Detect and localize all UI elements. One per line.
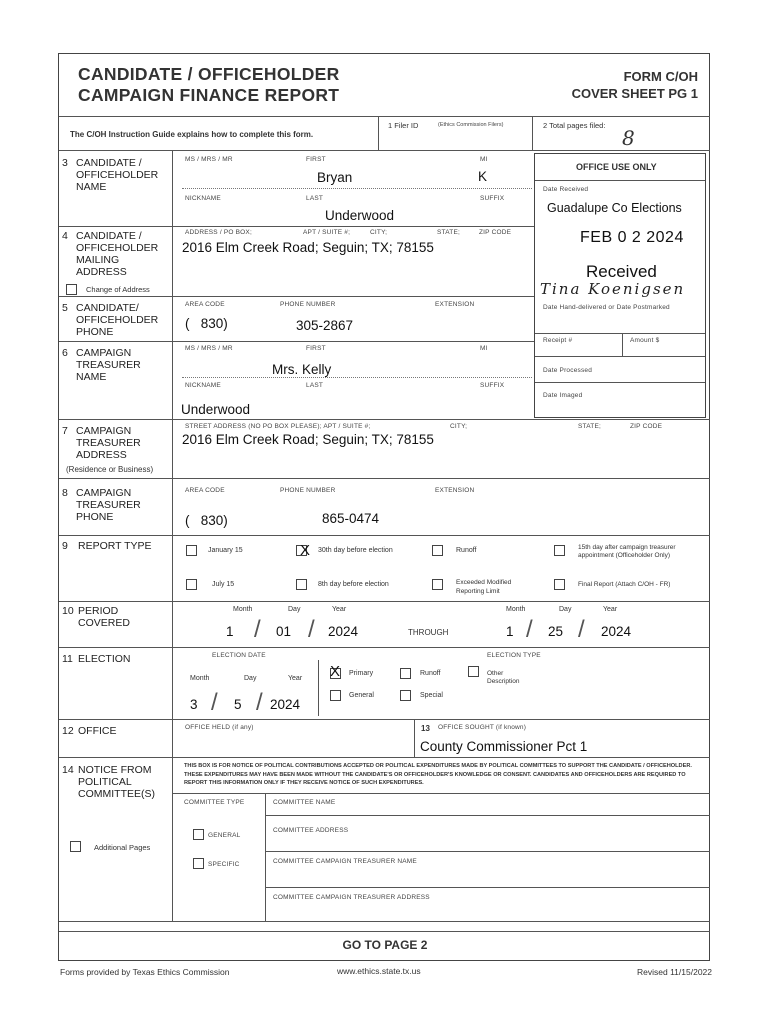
- election-other-label: Other Description: [487, 670, 520, 685]
- date-processed-label: Date Processed: [543, 367, 593, 374]
- section-7-title: CAMPAIGN TREASURER ADDRESS: [76, 425, 141, 461]
- caption-area-code: AREA CODE: [185, 487, 225, 494]
- caption-month: Month: [190, 675, 210, 682]
- hand-delivered-label: Date Hand-delivered or Date Postmarked: [543, 304, 670, 311]
- frame-left: [58, 53, 59, 961]
- clerk-signature: Tina Koenigsen: [540, 280, 686, 298]
- report-15day-label: 15th day after campaign treasurer appointment (Officeholder Only): [578, 544, 676, 559]
- caption-office-sought: OFFICE SOUGHT (if known): [438, 724, 527, 731]
- caption-day-to: Day: [559, 606, 572, 613]
- section-4-title: CANDIDATE / OFFICEHOLDER MAILING ADDRESS: [76, 230, 159, 278]
- section-12-number: 12: [62, 725, 74, 737]
- caption-day: Day: [244, 675, 257, 682]
- section-3-title: CANDIDATE / OFFICEHOLDER NAME: [76, 157, 159, 193]
- caption-year: Year: [288, 675, 303, 682]
- election-general-label: General: [349, 692, 374, 699]
- caption-nickname: NICKNAME: [185, 382, 221, 389]
- report-exceeded-label: Exceeded Modified Reporting Limit: [456, 579, 512, 595]
- frame-bottom: [59, 960, 710, 961]
- section-9-number: 9: [62, 540, 68, 552]
- candidate-first-name: Bryan: [317, 170, 353, 185]
- footer-revised: Revised 11/15/2022: [637, 967, 712, 977]
- office-sought-value: County Commissioner Pct 1: [420, 739, 588, 754]
- divider: [59, 719, 710, 720]
- election-runoff-label: Runoff: [420, 670, 441, 677]
- report-jul15-label: July 15: [212, 581, 235, 588]
- report-jan15-label: January 15: [208, 547, 243, 554]
- caption-election-type: ELECTION TYPE: [487, 652, 541, 659]
- frame-top: [59, 53, 710, 54]
- caption-first: FIRST: [306, 345, 326, 352]
- election-general-checkbox[interactable]: [330, 690, 341, 701]
- section-8-number: 8: [62, 487, 68, 499]
- filer-divider: [378, 116, 379, 150]
- caption-last: LAST: [306, 382, 324, 389]
- report-8day-label: 8th day before election: [318, 581, 389, 588]
- frame-right: [709, 53, 710, 961]
- caption-suffix: SUFFIX: [480, 382, 505, 389]
- section-10-number: 10: [62, 605, 74, 617]
- election-day: 5: [234, 697, 242, 712]
- additional-pages-checkbox[interactable]: [70, 841, 81, 852]
- filer-id-label: 1 Filer ID: [388, 121, 419, 130]
- election-runoff-checkbox[interactable]: [400, 668, 411, 679]
- committee-general-label: GENERAL: [208, 832, 241, 839]
- instruction-text: The C/OH Instruction Guide explains how to complete this form.: [70, 130, 314, 139]
- caption-last: LAST: [306, 195, 324, 202]
- slash: /: [254, 616, 261, 643]
- date-received-label: Date Received: [543, 186, 589, 193]
- candidate-address: 2016 Elm Creek Road; Seguin; TX; 78155: [182, 240, 434, 255]
- divider: [59, 921, 710, 922]
- committee-specific-checkbox[interactable]: [193, 858, 204, 869]
- caption-committee-name: COMMITTEE NAME: [273, 799, 336, 806]
- caption-address: ADDRESS / PO BOX;: [185, 229, 252, 236]
- caption-city: CITY;: [450, 423, 468, 430]
- period-to-year: 2024: [601, 624, 632, 639]
- divider: [59, 478, 710, 479]
- divider: [414, 719, 415, 757]
- divider: [535, 382, 705, 383]
- caption-year-to: Year: [603, 606, 618, 613]
- received-date-stamp: FEB 0 2 2024: [580, 229, 684, 246]
- period-to-day: 25: [548, 624, 564, 639]
- caption-city: CITY;: [370, 229, 388, 236]
- section-11-title: ELECTION: [78, 653, 131, 665]
- title-line1: CANDIDATE / OFFICEHOLDER: [78, 64, 340, 84]
- candidate-phone: 305-2867: [296, 318, 354, 333]
- section-12-title: OFFICE: [78, 725, 117, 737]
- divider: [59, 535, 710, 536]
- caption-office-held: OFFICE HELD (if any): [185, 724, 254, 731]
- report-jul15-checkbox[interactable]: [186, 579, 197, 590]
- period-to-month: 1: [506, 624, 514, 639]
- caption-month-from: Month: [233, 606, 253, 613]
- notice-text: THIS BOX IS FOR NOTICE OF POLITICAL CONTRIBUTIONS ACCEPTED OR POLITICAL EXPENDITURES MADE BY POLITICAL COMMITTEES TO SUPPORT THE CANDIDATE / OFFICEHOLDER. THESE EXPENDITURES MAY HAVE BEEN MADE WITHOUT THE CANDIDATE'S OR OFFICEHOLDER'S KNOWLEDGE OR CONSENT. CANDIDATES AND OFFICEHOLDERS ARE REQUIRED TO REPORT THIS INFORMATION ONLY IF THEY RECEIVE NOTICE OF SUCH EXPENDITURES.: [184, 763, 692, 786]
- slash: /: [308, 616, 315, 643]
- report-runoff-checkbox[interactable]: [432, 545, 443, 556]
- header-divider: [59, 116, 710, 117]
- election-month: 3: [190, 697, 198, 712]
- caption-zip: ZIP CODE: [630, 423, 663, 430]
- report-jan15-checkbox[interactable]: [186, 545, 197, 556]
- filer-id-note: (Ethics Commission Filers): [438, 122, 504, 128]
- committee-specific-label: SPECIFIC: [208, 861, 240, 868]
- dotline: [182, 377, 532, 378]
- divider: [59, 757, 710, 758]
- report-final-label: Final Report (Attach C/OH - FR): [578, 581, 671, 588]
- divider: [622, 333, 623, 356]
- treasurer-area-code: ( 830): [185, 513, 228, 528]
- treasurer-address: 2016 Elm Creek Road; Seguin; TX; 78155: [182, 432, 434, 447]
- candidate-mi: K: [478, 169, 488, 184]
- header-bottom: [59, 150, 710, 151]
- section-13-number: 13: [421, 724, 430, 733]
- form-page: COVER SHEET PG 1: [571, 86, 698, 101]
- divider: [59, 226, 534, 227]
- caption-extension: EXTENSION: [435, 301, 475, 308]
- caption-phone: PHONE NUMBER: [280, 301, 336, 308]
- caption-mi: MI: [480, 156, 488, 163]
- report-8day-checkbox[interactable]: [296, 579, 307, 590]
- section-11-number: 11: [62, 653, 73, 665]
- date-imaged-label: Date Imaged: [543, 392, 583, 399]
- divider: [59, 647, 710, 648]
- received-stamp: Received: [586, 262, 657, 281]
- divider: [59, 601, 710, 602]
- treasurer-first-name: Mrs. Kelly: [272, 362, 332, 377]
- divider: [265, 793, 266, 921]
- caption-phone: PHONE NUMBER: [280, 487, 336, 494]
- election-primary-mark: X: [330, 663, 341, 680]
- additional-pages-label: Additional Pages: [94, 843, 151, 852]
- caption-area-code: AREA CODE: [185, 301, 225, 308]
- caption-first: FIRST: [306, 156, 326, 163]
- divider: [59, 931, 710, 932]
- report-final-checkbox[interactable]: [554, 579, 565, 590]
- slash: /: [526, 616, 533, 643]
- amount-label: Amount $: [630, 337, 660, 344]
- report-30day-mark: X: [300, 542, 311, 559]
- divider: [59, 296, 534, 297]
- report-30day-label: 30th day before election: [318, 547, 393, 554]
- caption-nickname: NICKNAME: [185, 195, 221, 202]
- divider: [265, 815, 710, 816]
- divider: [318, 660, 319, 716]
- received-county-stamp: Guadalupe Co Elections: [547, 201, 682, 215]
- period-from-day: 01: [276, 624, 292, 639]
- change-of-address-label: Change of Address: [86, 285, 150, 294]
- slash: /: [578, 616, 585, 643]
- total-pages-value: 8: [622, 126, 635, 150]
- caption-apt: APT / SUITE #;: [303, 229, 351, 236]
- caption-month-to: Month: [506, 606, 526, 613]
- slash: /: [256, 689, 263, 716]
- election-year: 2024: [270, 697, 301, 712]
- caption-committee-type: COMMITTEE TYPE: [184, 799, 245, 806]
- office-use-title: OFFICE USE ONLY: [576, 162, 657, 172]
- caption-committee-treasurer-address: COMMITTEE CAMPAIGN TREASURER ADDRESS: [273, 894, 430, 901]
- section-5-title: CANDIDATE/ OFFICEHOLDER PHONE: [76, 302, 159, 338]
- caption-extension: EXTENSION: [435, 487, 475, 494]
- through-label: THROUGH: [408, 628, 449, 637]
- caption-state: STATE;: [578, 423, 601, 430]
- caption-mi: MI: [480, 345, 488, 352]
- election-special-label: Special: [420, 692, 443, 699]
- section-10-title: PERIOD COVERED: [78, 605, 130, 629]
- caption-suffix: SUFFIX: [480, 195, 505, 202]
- election-primary-label: Primary: [349, 670, 374, 677]
- title-line2: CAMPAIGN FINANCE REPORT: [78, 85, 340, 105]
- caption-zip: ZIP CODE: [479, 229, 512, 236]
- footer-website: www.ethics.state.tx.us: [337, 966, 421, 976]
- treasurer-phone: 865-0474: [322, 511, 380, 526]
- period-from-month: 1: [226, 624, 234, 639]
- form-code: FORM C/OH: [623, 69, 698, 84]
- divider: [265, 851, 710, 852]
- election-special-checkbox[interactable]: [400, 690, 411, 701]
- caption-day-from: Day: [288, 606, 301, 613]
- candidate-last-name: Underwood: [325, 208, 395, 223]
- slash: /: [211, 689, 218, 716]
- caption-year-from: Year: [332, 606, 347, 613]
- divider: [173, 793, 710, 794]
- caption-committee-address: COMMITTEE ADDRESS: [273, 827, 349, 834]
- section-7-subtitle: (Residence or Business): [66, 465, 154, 474]
- receipt-label: Receipt #: [543, 337, 573, 344]
- section-5-number: 5: [62, 302, 68, 314]
- section-7-number: 7: [62, 425, 68, 437]
- section-9-title: REPORT TYPE: [78, 540, 152, 552]
- caption-committee-treasurer-name: COMMITTEE CAMPAIGN TREASURER NAME: [273, 858, 417, 865]
- divider: [59, 419, 710, 420]
- divider: [265, 887, 710, 888]
- section-4-number: 4: [62, 230, 68, 242]
- election-other-checkbox[interactable]: [468, 666, 479, 677]
- section-6-number: 6: [62, 347, 68, 359]
- change-of-address-checkbox[interactable]: [66, 284, 77, 295]
- caption-ms: MS / MRS / MR: [185, 156, 233, 163]
- caption-street: STREET ADDRESS (NO PO BOX PLEASE); APT / SUITE #;: [185, 423, 371, 430]
- treasurer-last-name: Underwood: [181, 402, 251, 417]
- footer-provider: Forms provided by Texas Ethics Commission: [60, 967, 230, 977]
- section-14-number: 14: [62, 764, 74, 776]
- committee-general-checkbox[interactable]: [193, 829, 204, 840]
- section-8-title: CAMPAIGN TREASURER PHONE: [76, 487, 141, 523]
- period-from-year: 2024: [328, 624, 359, 639]
- section-14-title: NOTICE FROM POLITICAL COMMITTEE(S): [78, 764, 155, 800]
- report-15day-checkbox[interactable]: [554, 545, 565, 556]
- report-runoff-label: Runoff: [456, 547, 477, 554]
- caption-election-date: ELECTION DATE: [212, 652, 266, 659]
- divider: [59, 341, 534, 342]
- divider: [535, 333, 705, 334]
- dotline: [182, 188, 532, 189]
- report-exceeded-checkbox[interactable]: [432, 579, 443, 590]
- candidate-area-code: ( 830): [185, 316, 228, 331]
- total-pages-label: 2 Total pages filed:: [543, 121, 606, 130]
- caption-state: STATE;: [437, 229, 460, 236]
- section-3-label: 3: [62, 157, 68, 169]
- caption-ms: MS / MRS / MR: [185, 345, 233, 352]
- divider: [535, 180, 705, 181]
- pages-divider: [532, 116, 533, 150]
- go-to-page-2: GO TO PAGE 2: [342, 938, 428, 952]
- divider: [535, 356, 705, 357]
- section-6-title: CAMPAIGN TREASURER NAME: [76, 347, 141, 383]
